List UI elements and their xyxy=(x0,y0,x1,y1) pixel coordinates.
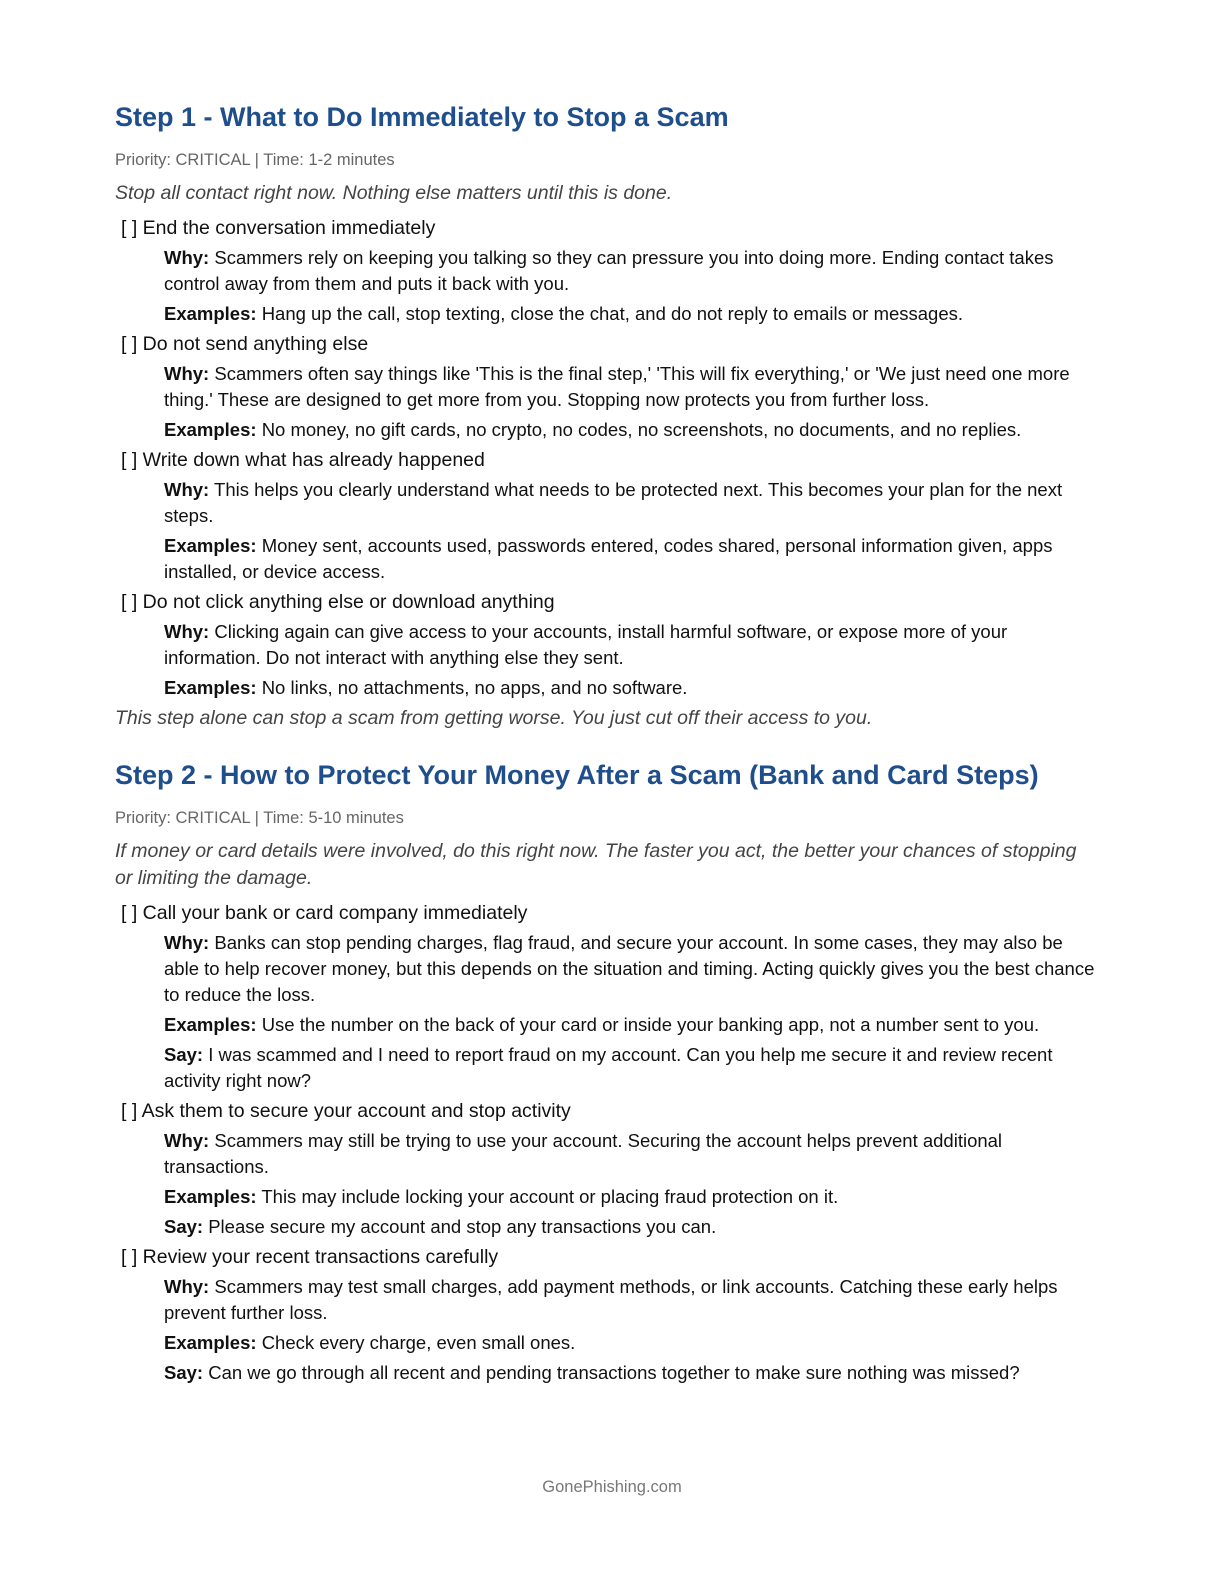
examples-label: Examples: xyxy=(164,1332,257,1353)
why-label: Why: xyxy=(164,1130,210,1151)
examples-text xyxy=(164,675,1095,701)
step-2-meta: Priority: CRITICAL | Time: 5-10 minutes xyxy=(115,809,404,827)
step-1-outro: This step alone can stop a scam from getting worse. You just cut off their access to you. xyxy=(115,707,873,729)
why-label: Why: xyxy=(164,932,210,953)
say-text xyxy=(164,1214,1095,1240)
checklist-item-label[interactable]: [ ] Call your bank or card company immediately xyxy=(121,902,528,924)
checklist-item xyxy=(115,1098,1095,1240)
why-value: Scammers may still be trying to use your account. Securing the account helps prevent additional transactions. xyxy=(164,1130,1003,1177)
say-value: Please secure my account and stop any transactions you can. xyxy=(208,1216,717,1237)
examples-text xyxy=(164,417,1095,443)
step-2-title: Step 2 - How to Protect Your Money After a Scam (Bank and Card Steps) xyxy=(115,760,1039,790)
checklist-item xyxy=(115,900,1095,1094)
document-body xyxy=(115,97,1095,1386)
why-text xyxy=(164,619,1095,671)
why-text xyxy=(164,1128,1095,1180)
why-value: Scammers rely on keeping you talking so they can pressure you into doing more. Ending contact takes control away from them and puts it back with you. xyxy=(164,247,1054,294)
why-text xyxy=(164,1274,1095,1326)
why-text xyxy=(164,477,1095,529)
examples-label: Examples: xyxy=(164,535,257,556)
checklist-item xyxy=(115,215,1095,327)
why-value: This helps you clearly understand what needs to be protected next. This becomes your plan for the next steps. xyxy=(164,479,1063,526)
examples-label: Examples: xyxy=(164,677,257,698)
why-value: Banks can stop pending charges, flag fraud, and secure your account. In some cases, they may also be able to help recover money, but this depends on the situation and timing. Acting quickly gives you the best chance to reduce the loss. xyxy=(164,932,1095,1005)
checklist-item-label[interactable]: [ ] End the conversation immediately xyxy=(121,217,436,239)
why-text xyxy=(164,361,1095,413)
why-text xyxy=(164,930,1095,1008)
say-label: Say: xyxy=(164,1044,204,1065)
examples-value: Hang up the call, stop texting, close the chat, and do not reply to emails or messages. xyxy=(261,303,964,324)
checklist-item xyxy=(115,331,1095,443)
examples-label: Examples: xyxy=(164,303,257,324)
why-value: Scammers may test small charges, add payment methods, or link accounts. Catching these early helps prevent further loss. xyxy=(164,1276,1058,1323)
examples-text xyxy=(164,1184,1095,1210)
say-label: Say: xyxy=(164,1216,204,1237)
why-text xyxy=(164,245,1095,297)
checklist-item-label[interactable]: [ ] Ask them to secure your account and stop activity xyxy=(121,1100,571,1122)
examples-text xyxy=(164,301,1095,327)
examples-value: Check every charge, even small ones. xyxy=(261,1332,576,1353)
checklist-item-label[interactable]: [ ] Review your recent transactions carefully xyxy=(121,1246,499,1268)
say-value: I was scammed and I need to report fraud on my account. Can you help me secure it and review recent activity right now? xyxy=(164,1044,1053,1091)
examples-value: Use the number on the back of your card or inside your banking app, not a number sent to you. xyxy=(261,1014,1040,1035)
why-label: Why: xyxy=(164,621,210,642)
checklist-item-label[interactable]: [ ] Do not click anything else or download anything xyxy=(121,591,555,613)
why-value: Clicking again can give access to your accounts, install harmful software, or expose more of your information. Do not interact with anything else they sent. xyxy=(164,621,1008,668)
checklist-item xyxy=(115,447,1095,585)
step-1-meta: Priority: CRITICAL | Time: 1-2 minutes xyxy=(115,151,395,169)
step-1-intro: Stop all contact right now. Nothing else matters until this is done. xyxy=(115,182,673,204)
say-label: Say: xyxy=(164,1362,204,1383)
why-label: Why: xyxy=(164,247,210,268)
why-label: Why: xyxy=(164,479,210,500)
examples-label: Examples: xyxy=(164,1186,257,1207)
why-value: Scammers often say things like 'This is the final step,' 'This will fix everything,' or 'We just need one more thing.' These are designed to get more from you. Stopping now protects you from further loss. xyxy=(164,363,1070,410)
why-label: Why: xyxy=(164,1276,210,1297)
footer-site-name: GonePhishing.com xyxy=(542,1478,682,1496)
examples-text xyxy=(164,1012,1095,1038)
step-1-title: Step 1 - What to Do Immediately to Stop a Scam xyxy=(115,102,729,132)
checklist-item-label[interactable]: [ ] Write down what has already happened xyxy=(121,449,485,471)
step-1-section xyxy=(115,97,1095,731)
why-label: Why: xyxy=(164,363,210,384)
step-2-intro: If money or card details were involved, do this right now. The faster you act, the better your chances of stopping or limiting the damage. xyxy=(115,840,1077,889)
checklist-item xyxy=(115,1244,1095,1386)
examples-label: Examples: xyxy=(164,1014,257,1035)
checklist-item xyxy=(115,589,1095,701)
examples-value: No links, no attachments, no apps, and no software. xyxy=(261,677,688,698)
checklist-item-label[interactable]: [ ] Do not send anything else xyxy=(121,333,369,355)
step-2-section xyxy=(115,755,1095,1386)
say-text xyxy=(164,1360,1095,1386)
examples-value: Money sent, accounts used, passwords entered, codes shared, personal information given, apps installed, or device access. xyxy=(164,535,1053,582)
examples-value: This may include locking your account or placing fraud protection on it. xyxy=(261,1186,839,1207)
examples-text xyxy=(164,1330,1095,1356)
examples-label: Examples: xyxy=(164,419,257,440)
say-value: Can we go through all recent and pending transactions together to make sure nothing was missed? xyxy=(208,1362,1020,1383)
examples-value: No money, no gift cards, no crypto, no codes, no screenshots, no documents, and no replies. xyxy=(261,419,1022,440)
say-text xyxy=(164,1042,1095,1094)
examples-text xyxy=(164,533,1095,585)
